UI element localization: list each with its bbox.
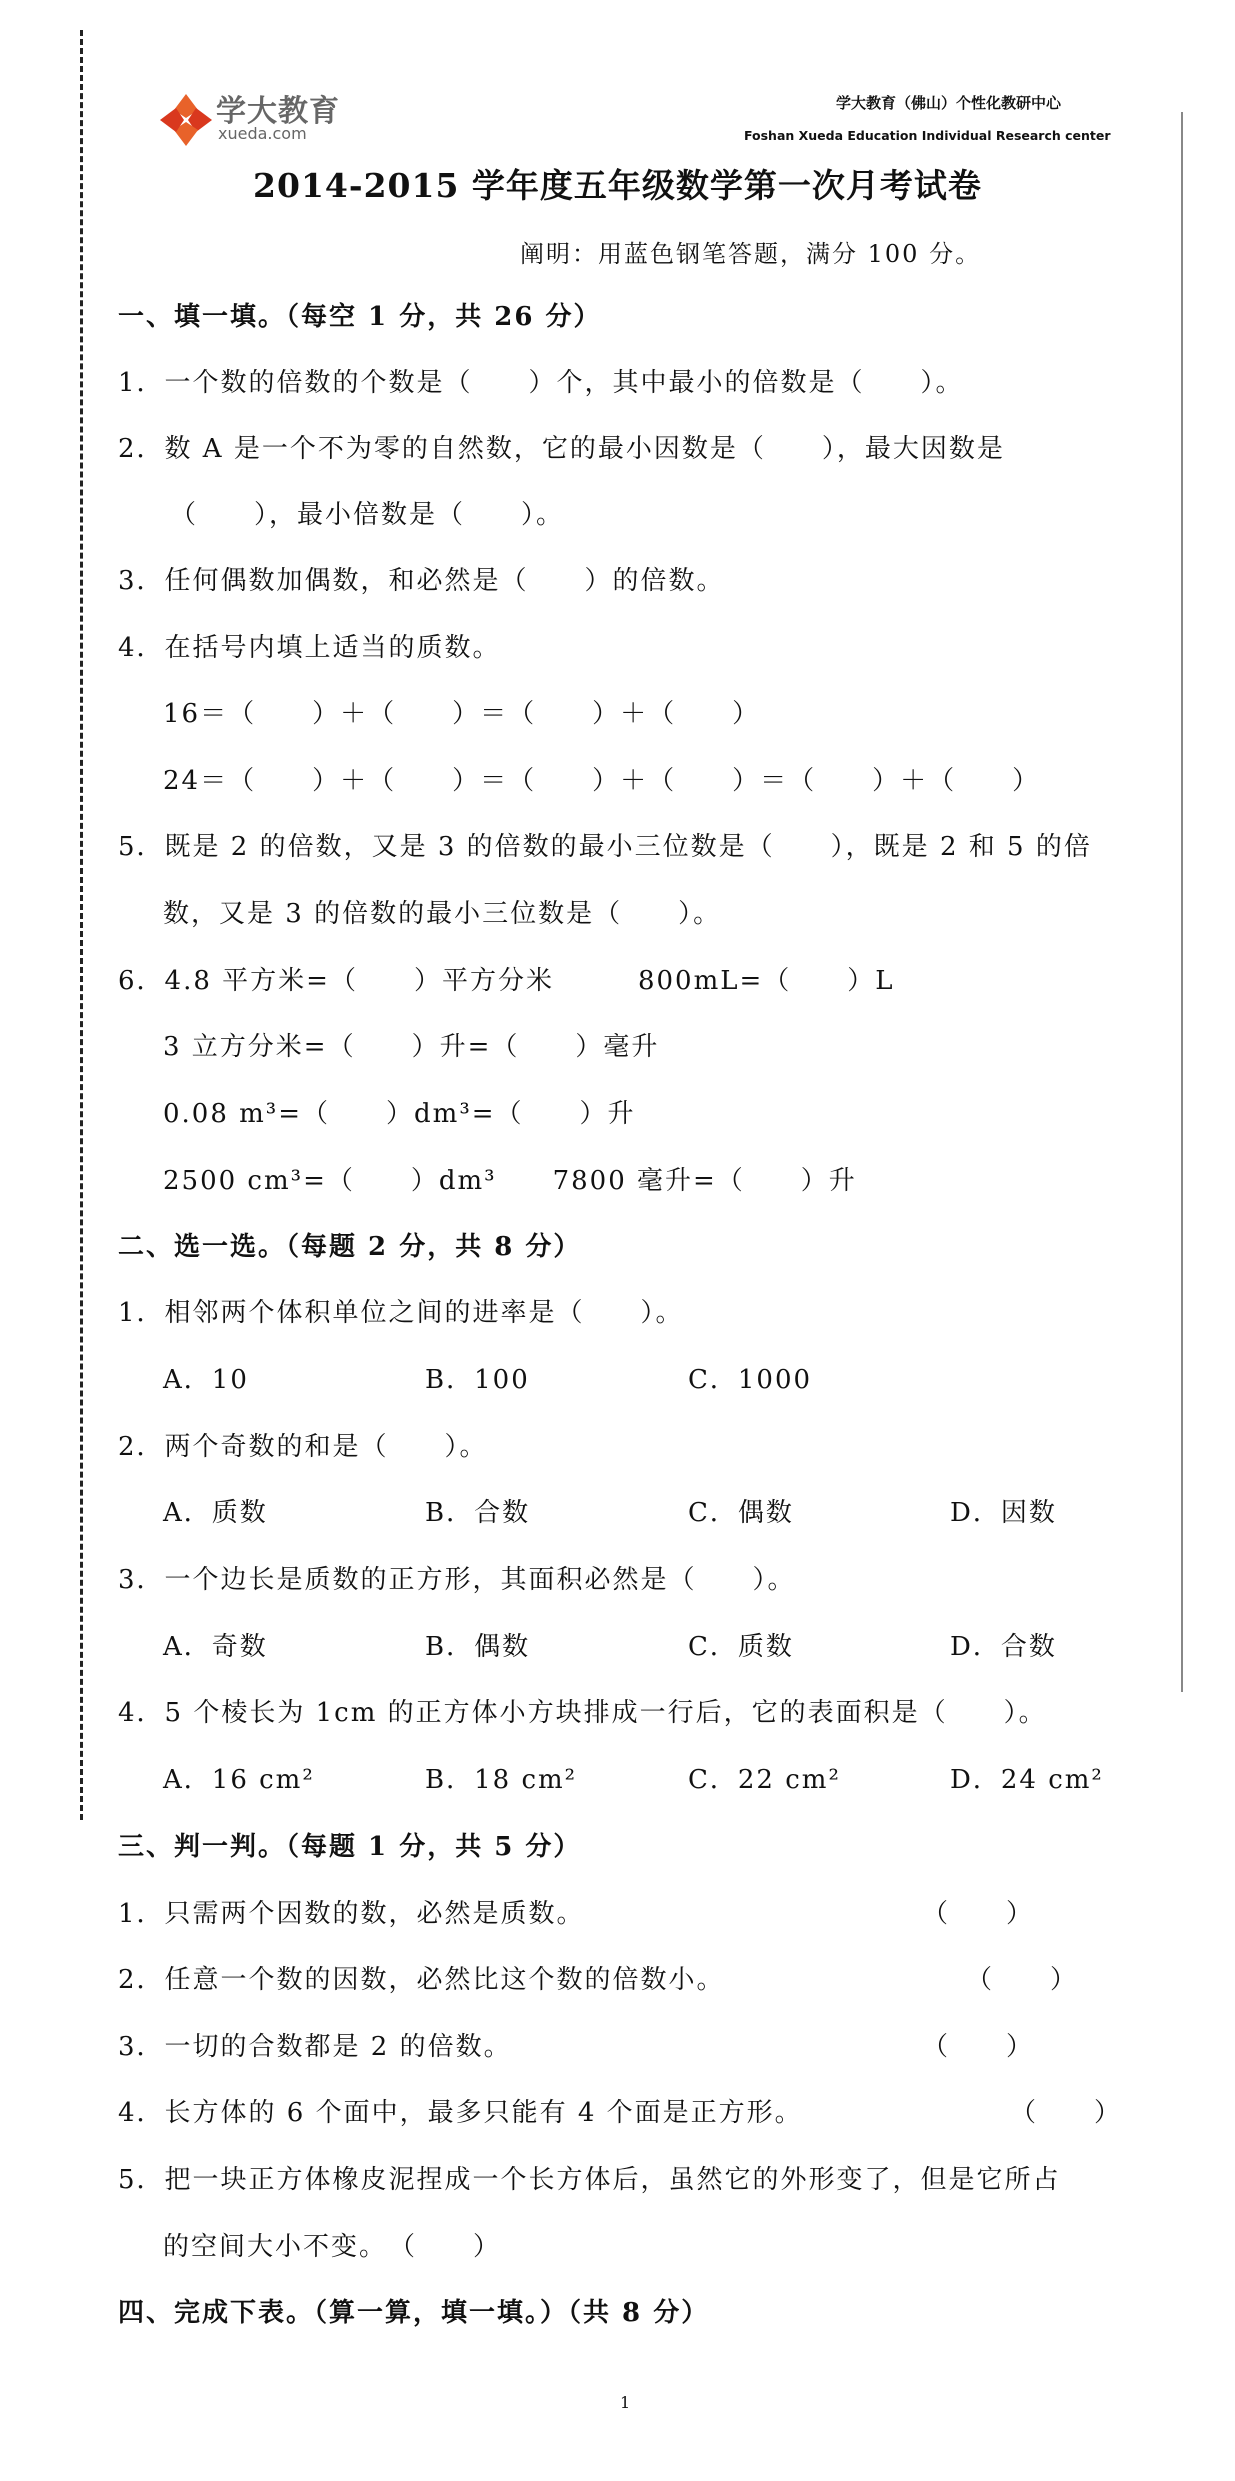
question-line: 1．一个数的倍数的个数是（ ）个，其中最小的倍数是（ ）。 bbox=[118, 368, 964, 398]
choice-option: B．18 cm² bbox=[425, 1765, 578, 1795]
section-heading-table: 四、完成下表。（算一算，填一填。）（共 8 分） bbox=[118, 2298, 710, 2328]
judge-item: 1．只需两个因数的数，必然是质数。 bbox=[118, 1899, 585, 1929]
choice-option: A．质数 bbox=[163, 1498, 268, 1528]
question-line: 4．在括号内填上适当的质数。 bbox=[118, 633, 501, 663]
judge-blank: （ ） bbox=[922, 2032, 1035, 2062]
choice-option: C．22 cm² bbox=[688, 1765, 841, 1795]
center-name: 学大教育（佛山）个性化教研中心 bbox=[836, 94, 1062, 112]
logo bbox=[158, 86, 358, 148]
judge-blank: （ ） bbox=[1010, 2098, 1123, 2128]
question-line: 2．数 A 是一个不为零的自然数，它的最小因数是（ ），最大因数是 bbox=[118, 434, 1005, 464]
question-line: 24＝（ ）＋（ ）＝（ ）＋（ ）＝（ ）＋（ ） bbox=[163, 766, 1041, 796]
question-line: 2500 cm³=（ ）dm³ 7800 毫升=（ ）升 bbox=[163, 1166, 857, 1196]
question-line: 数，又是 3 的倍数的最小三位数是（ ）。 bbox=[163, 899, 722, 929]
question-line: 0.08 m³=（ ）dm³=（ ）升 bbox=[163, 1099, 636, 1129]
choice-option: D．合数 bbox=[950, 1632, 1057, 1662]
question-line: 5．既是 2 的倍数，又是 3 的倍数的最小三位数是（ ），既是 2 和 5 的倍 bbox=[118, 832, 1092, 862]
choice-option: C．1000 bbox=[688, 1365, 813, 1395]
judge-blank: （ ） bbox=[966, 1965, 1079, 1995]
exam-note: 阐明：用蓝色钢笔答题，满分 100 分。 bbox=[520, 240, 982, 268]
choice-option: B．100 bbox=[425, 1365, 530, 1395]
question-line: 16＝（ ）＋（ ）＝（ ）＋（ ） bbox=[163, 699, 761, 729]
choice-option: C．偶数 bbox=[688, 1498, 794, 1528]
question-line: 3．任何偶数加偶数，和必然是（ ）的倍数。 bbox=[118, 566, 725, 596]
margin-line bbox=[1181, 112, 1183, 1692]
question-line: （ ），最小倍数是（ ）。 bbox=[170, 500, 565, 530]
center-name-en: Foshan Xueda Education Individual Research center bbox=[744, 128, 1111, 143]
judge-item: 的空间大小不变。 （ ） bbox=[163, 2232, 502, 2262]
exam-title: 2014-2015 学年度五年级数学第一次月考试卷 bbox=[253, 166, 982, 205]
question-line: 3 立方分米=（ ）升=（ ）毫升 bbox=[163, 1032, 660, 1062]
choice-option: A．奇数 bbox=[163, 1632, 268, 1662]
judge-item: 3．一切的合数都是 2 的倍数。 bbox=[118, 2032, 512, 2062]
choice-question: 2．两个奇数的和是（ ）。 bbox=[118, 1432, 488, 1462]
choice-option: D．因数 bbox=[950, 1498, 1057, 1528]
logo-mark-icon bbox=[158, 92, 214, 148]
judge-item: 2．任意一个数的因数，必然比这个数的倍数小。 bbox=[118, 1965, 725, 1995]
choice-option: A．10 bbox=[163, 1365, 249, 1395]
judge-blank: （ ） bbox=[922, 1899, 1035, 1929]
choice-option: B．合数 bbox=[425, 1498, 531, 1528]
judge-item: 4．长方体的 6 个面中，最多只能有 4 个面是正方形。 bbox=[118, 2098, 803, 2128]
choice-option: B．偶数 bbox=[425, 1632, 531, 1662]
logo-url: xueda.com bbox=[218, 124, 307, 143]
choice-option: C．质数 bbox=[688, 1632, 794, 1662]
section-heading-fill: 一、填一填。（每空 1 分，共 26 分） bbox=[118, 302, 602, 332]
choice-question: 4．5 个棱长为 1cm 的正方体小方块排成一行后，它的表面积是（ ）。 bbox=[118, 1698, 1047, 1728]
choice-question: 3．一个边长是质数的正方形，其面积必然是（ ）。 bbox=[118, 1565, 796, 1595]
judge-item: 5．把一块正方体橡皮泥捏成一个长方体后，虽然它的外形变了，但是它所占 bbox=[118, 2165, 1061, 2195]
question-line: 6．4.8 平方米=（ ）平方分米 800mL=（ ）L bbox=[118, 966, 895, 996]
choice-option: A．16 cm² bbox=[163, 1765, 315, 1795]
cut-line bbox=[80, 30, 83, 1820]
page-number: 1 bbox=[620, 2393, 631, 2412]
choice-option: D．24 cm² bbox=[950, 1765, 1104, 1795]
choice-question: 1．相邻两个体积单位之间的进率是（ ）。 bbox=[118, 1298, 684, 1328]
section-heading-choice: 二、选一选。（每题 2 分，共 8 分） bbox=[118, 1232, 582, 1262]
logo-text: 学大教育 bbox=[216, 94, 340, 129]
section-heading-judge: 三、判一判。（每题 1 分，共 5 分） bbox=[118, 1832, 582, 1862]
